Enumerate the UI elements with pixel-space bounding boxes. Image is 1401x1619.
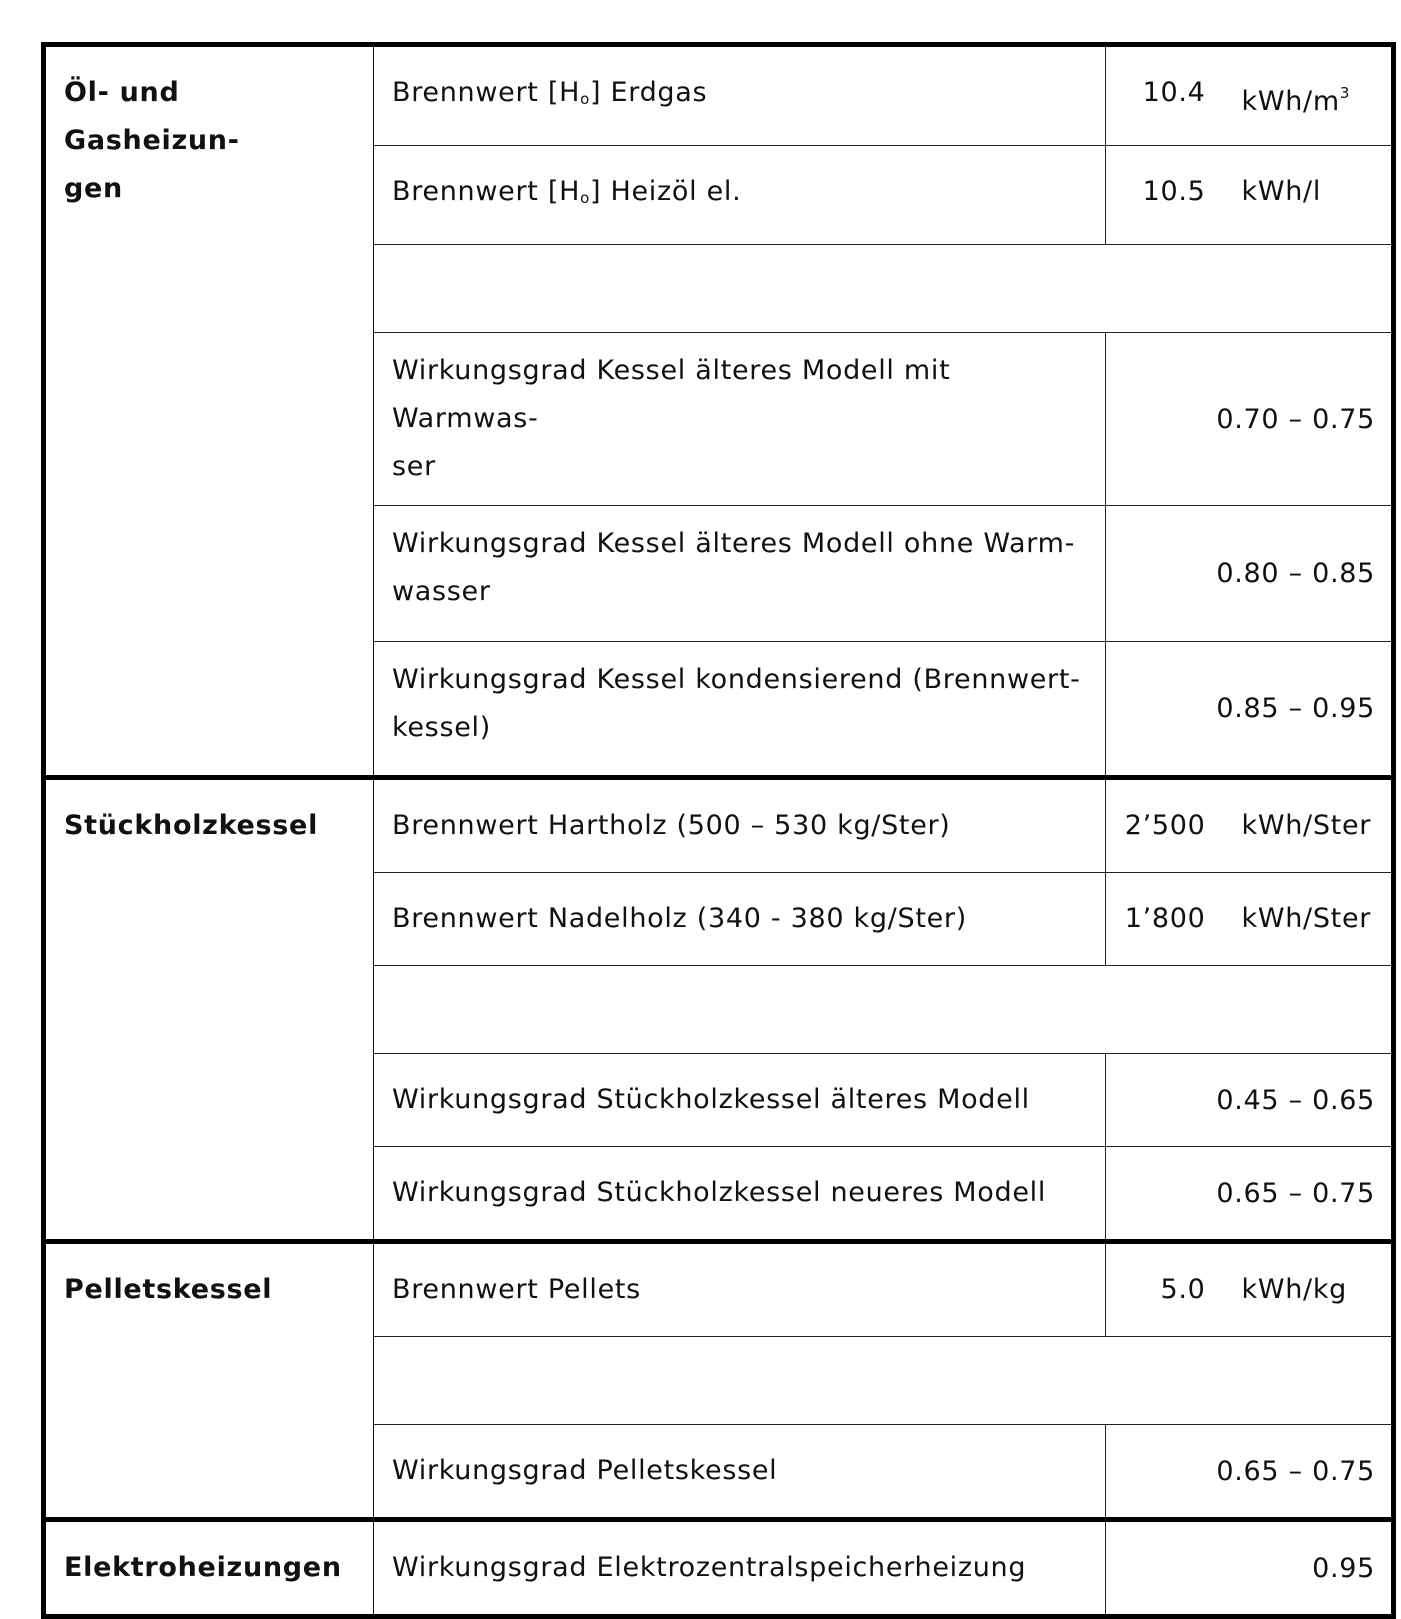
category-pellets: Pelletskessel [44,1242,374,1520]
row-label: Wirkungsgrad Kessel älteres Modell ohne Warm- wasser [374,506,1106,642]
table-row [44,45,1394,146]
row-range: 0.80 – 0.85 [1106,506,1394,642]
row-range: 0.85 – 0.95 [1106,642,1394,778]
row-unit: kWh/l [1224,146,1394,245]
blank-cell [374,966,1394,1054]
row-unit: kWh/kg [1224,1242,1394,1337]
row-label: Wirkungsgrad Pelletskessel [374,1425,1106,1520]
row-range: 0.45 – 0.65 [1106,1054,1394,1147]
row-label: Brennwert Nadelholz (340 - 380 kg/Ster) [374,873,1106,966]
energy-values-table [41,42,1396,1619]
row-unit: kWh/$m^3$ [1224,45,1394,146]
row-unit: kWh/Ster [1224,873,1394,966]
category-elektro: Elektroheizungen [44,1520,374,1617]
row-label: Wirkungsgrad Stückholzkessel älteres Modell [374,1054,1106,1147]
row-value: 1’800 [1106,873,1224,966]
blank-cell [374,245,1394,333]
row-label: Wirkungsgrad Kessel älteres Modell mit Warmwas- ser [374,333,1106,506]
row-label: Wirkungsgrad Elektrozentralspeicherheizung [374,1520,1106,1617]
row-value: 2’500 [1106,778,1224,873]
row-label: Wirkungsgrad Stückholzkessel neueres Modell [374,1147,1106,1242]
row-value: 5.0 [1106,1242,1224,1337]
blank-cell [374,1337,1394,1425]
row-range: 0.65 – 0.75 [1106,1147,1394,1242]
row-range: 0.95 [1106,1520,1394,1617]
category-oil-gas: Öl- und Gasheizun- gen [44,45,374,778]
table-row [44,1520,1394,1617]
row-label: Brennwert $[H_o]$ Heizöl el. [374,146,1106,245]
table-row [44,778,1394,873]
row-value: 10.5 [1106,146,1224,245]
row-label: Brennwert $[H_o]$ Erdgas [374,45,1106,146]
row-label: Brennwert Pellets [374,1242,1106,1337]
row-range: 0.70 – 0.75 [1106,333,1394,506]
row-value: 10.4 [1106,45,1224,146]
row-unit: kWh/Ster [1224,778,1394,873]
table-row [44,1242,1394,1337]
category-stueckholz: Stückholzkessel [44,778,374,1242]
row-label: Wirkungsgrad Kessel kondensierend (Brennwert- kessel) [374,642,1106,778]
row-label: Brennwert Hartholz (500 – 530 kg/Ster) [374,778,1106,873]
row-range: 0.65 – 0.75 [1106,1425,1394,1520]
